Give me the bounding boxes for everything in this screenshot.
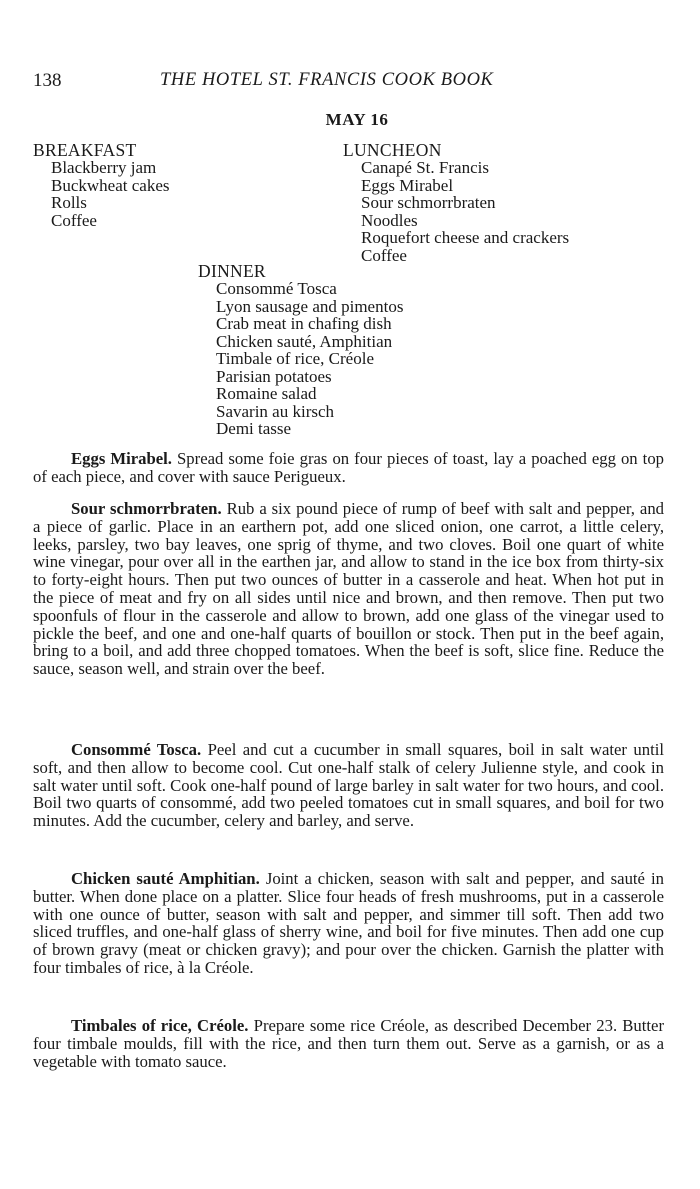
recipe-title: Eggs Mirabel. [71, 449, 172, 468]
menu-item: Buckwheat cakes [51, 175, 170, 195]
menu-item: Coffee [361, 245, 407, 265]
luncheon-items [343, 159, 569, 264]
recipe-text: Spread some foie gras on four pieces of toast, lay a poached egg on top of each piece, and cover with sauce Perigueux. [33, 449, 665, 486]
recipe-title: Chicken sauté Amphitian. [71, 869, 260, 888]
recipe-chicken-saute-amphitian [33, 870, 664, 977]
breakfast-items [33, 159, 169, 229]
recipe-title: Sour schmorrbraten. [71, 499, 222, 518]
luncheon-menu [343, 141, 569, 264]
recipe-eggs-mirabel [33, 450, 664, 486]
recipe-timbales-of-rice [33, 1017, 664, 1070]
recipe-title: Consommé Tosca. [71, 740, 202, 759]
recipe-sour-schmorrbraten [33, 500, 664, 678]
menu-date: MAY 16 [325, 110, 389, 129]
menu-item: Lyon sausage and pimentos [216, 296, 404, 316]
luncheon-heading: LUNCHEON [343, 140, 442, 160]
running-head: THE HOTEL ST. FRANCIS COOK BOOK [160, 70, 494, 90]
menu-item: Romaine salad [216, 384, 317, 403]
menu-item: Canapé St. Francis [361, 158, 489, 177]
breakfast-heading: BREAKFAST [33, 140, 137, 160]
menu-item: Consommé Tosca [216, 279, 337, 298]
menu-item: Crab meat in chafing dish [216, 314, 392, 333]
menu-item: Roquefort cheese and crackers [361, 228, 570, 247]
menu-item: Rolls [51, 193, 87, 212]
dinner-heading: DINNER [198, 261, 266, 281]
breakfast-menu [33, 141, 169, 229]
recipe-text: Peel and cut a cucumber in small squares, boil in salt water until soft, and then allow to become cool. Cut one-half stalk of celery Julienne style, and cook in salt water until soft. Cook one-half pound of large barley in salt water for two hours, and cool. Boil two quarts of consommé, add two peeled tomatoes cut in small squares, and boil for two minutes. Add the cucumber, celery and barley, and serve. [33, 740, 664, 831]
menu-item: Sour schmorrbraten [361, 193, 496, 212]
menu-item: Savarin au kirsch [216, 401, 335, 421]
menu-item: Coffee [51, 210, 97, 230]
recipe-title: Timbales of rice, Créole. [71, 1016, 249, 1035]
menu-item: Blackberry jam [51, 158, 157, 177]
menu-item: Timbale of rice, Créole [216, 349, 374, 368]
menu-item: Eggs Mirabel [361, 175, 454, 195]
recipe-text: Prepare some rice Créole, as described December 23. Butter four timbale moulds, fill with the rice, and then turn them out. Serve as a garnish, or as a vegetable with tomato sauce. [33, 1016, 665, 1071]
menu-item: Parisian potatoes [216, 366, 332, 386]
menu-item: Noodles [361, 210, 418, 230]
menu-item: Demi tasse [216, 419, 292, 438]
dinner-menu [198, 262, 403, 438]
page-number: 138 [33, 70, 62, 91]
recipe-text: Joint a chicken, season with salt and pepper, and sauté in butter. When done place on a platter. Slice four heads of fresh mushrooms, put in a casserole with one ounce of butter, season with salt and pepper, and simmer till soft. Then add two sliced truffles, and one-half glass of sherry wine, and boil for five minutes. Then add one cup of brown gravy (meat or chicken gravy); and pour over the chicken. Garnish the platter with four timbales of rice, à la Créole. [33, 869, 664, 977]
dinner-items [198, 280, 403, 438]
recipe-consomme-tosca [33, 741, 664, 830]
recipe-text: Rub a six pound piece of rump of beef with salt and pepper, and a piece of garlic. Place in an earthern pot, add one sliced onion, one carrot, a little celery, leeks, parsley, two bay leaves, one sprig of thyme, and two cloves. Boil one quart of white wine vinegar, pour over all in the earthen jar, and allow to stand in the ice box from thirty-six to forty-eight hours. Then put two ounces of butter in a casserole and heat. When hot put in the piece of meat and fry on all sides until nice and brown, and then remove. Then put two spoonfuls of flour in the casserole and allow to brown, add one glass of the vinegar used to pickle the beef, and one and one-half quarts of bouillon or stock. Then put in the beef again, bring to a boil, and add three chopped tomatoes. When the beef is soft, slice fine. Reduce the sauce, season well, and strain over the beef. [33, 499, 665, 679]
menu-item: Chicken sauté, Amphitian [216, 331, 393, 351]
